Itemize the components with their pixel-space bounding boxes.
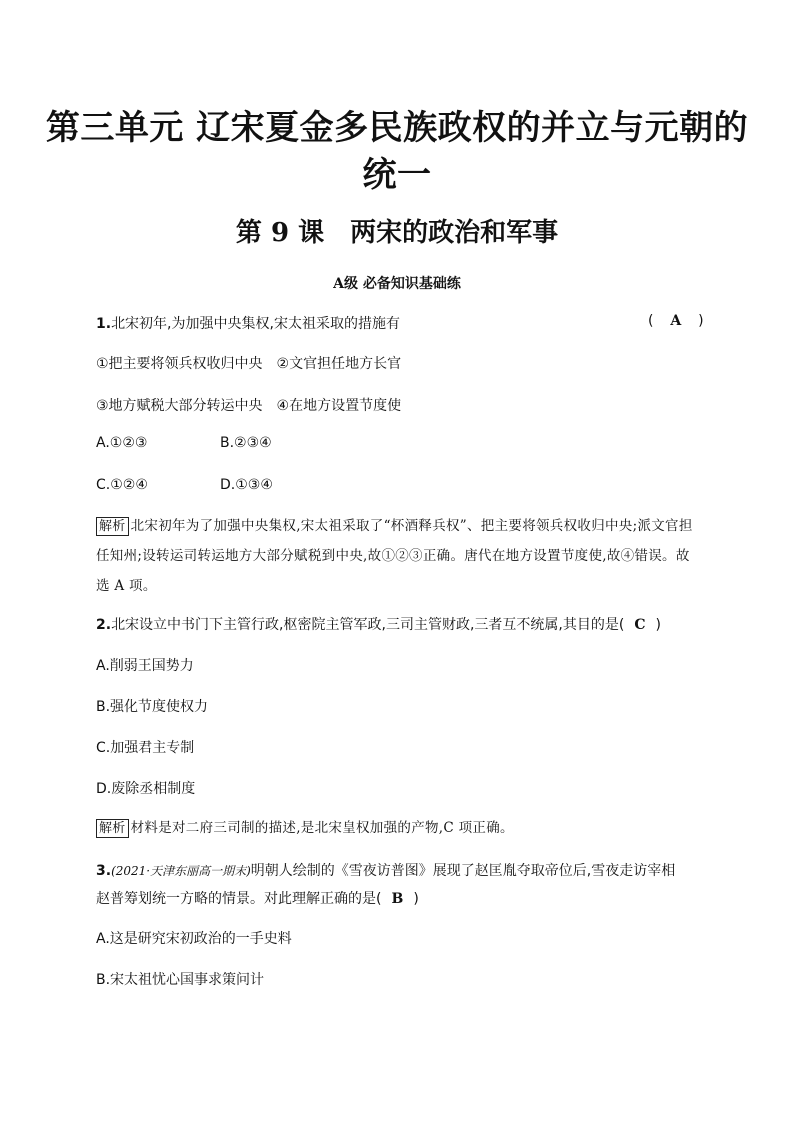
option-b: B.宋太祖忧心国事求策问计 [96,972,265,988]
question-3-stem-line1 [96,860,675,880]
question-text: 北宋设立中书门下主管行政,枢密院主管军政,三司主管财政,三者互不统属,其目的是( [111,617,625,633]
explanation-tag: 解析 [96,517,129,536]
question-1-explanation [96,511,700,601]
option-a: A.削弱王国势力 [96,658,194,674]
option-a: A.①②③ [96,435,148,451]
answer-letter: C [634,617,646,633]
explanation-text: 材料是对二府三司制的描述,是北宋皇权加强的产物,C 项正确。 [130,820,514,836]
question-1-stem [96,313,400,333]
lesson-title: 第 9 课 两宋的政治和军事 [235,218,559,248]
option-c: C.加强君主专制 [96,740,195,756]
statement-line-2: ③地方赋税大部分转运中央 ④在地方设置节度使 [96,398,402,414]
answer-bracket-close: ) [655,617,661,633]
option-d: D.①③④ [220,477,273,493]
option-c: C.①②④ [96,477,148,493]
option-a: A.这是研究宋初政治的一手史料 [96,931,292,947]
answer-bracket-close: ) [698,313,704,329]
question-text: 明朝人绘制的《雪夜访普图》展现了赵匡胤夺取帝位后,雪夜走访宰相 [250,863,676,879]
question-2-explanation [96,813,700,843]
question-number: 2. [96,617,112,633]
unit-title-line2: 统一 [362,155,432,195]
question-3-stem-line2 [96,888,419,908]
unit-title-line1: 第三单元 辽宋夏金多民族政权的并立与元朝的 [45,108,749,148]
option-b: B.②③④ [220,435,272,451]
option-d: D.废除丞相制度 [96,781,196,797]
question-number: 1. [96,316,112,332]
question-text: 北宋初年,为加强中央集权,宋太祖采取的措施有 [111,316,400,332]
answer-letter: A [670,313,682,329]
question-1-answer [648,313,704,329]
question-2-stem [96,614,661,634]
answer-letter: B [391,891,404,907]
explanation-tag: 解析 [96,819,129,838]
question-source: (2021·天津东丽高一期末) [111,864,251,878]
answer-bracket-close: ) [413,891,419,907]
answer-bracket-open: ( [648,313,654,329]
question-number: 3. [96,863,112,879]
statement-line-1: ①把主要将领兵权收归中央 ②文官担任地方长官 [96,356,402,372]
question-text: 赵普筹划统一方略的情景。对此理解正确的是( [96,891,382,907]
option-b: B.强化节度使权力 [96,699,209,715]
explanation-text: 北宋初年为了加强中央集权,宋太祖采取了“杯酒释兵权”、把主要将领兵权收归中央;派文官担任知州;设转运司转运地方大部分赋税到中央,故①②③正确。唐代在地方设置节度使,故④错误。故选 A 项。 [96,518,693,594]
level-title: A级 必备知识基础练 [333,276,461,292]
